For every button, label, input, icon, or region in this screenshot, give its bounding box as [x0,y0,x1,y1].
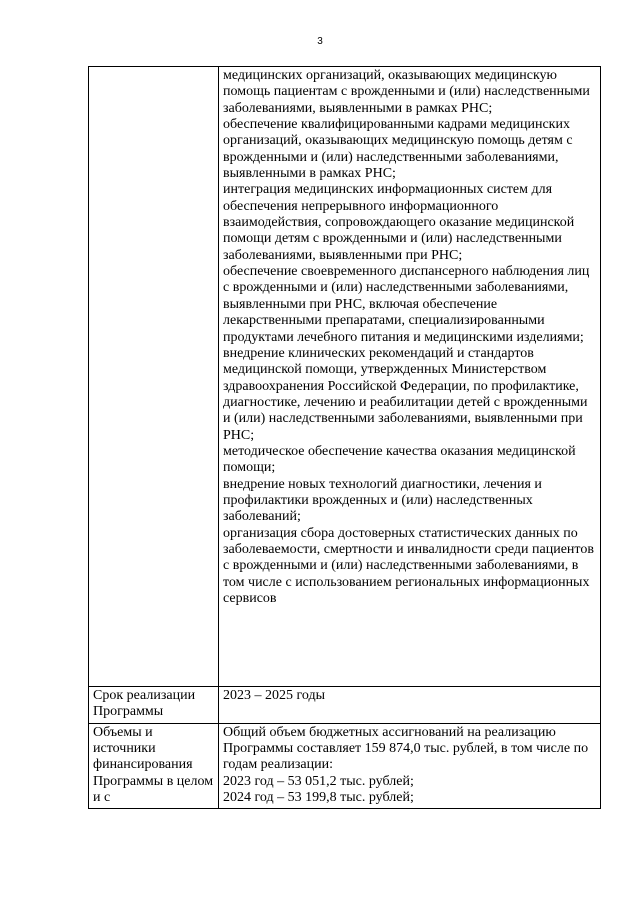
task-paragraph: обеспечение квалифицированными кадрами медицинских организаций, оказывающих медицинскую помощь детям с врожденными и (или) наследственными заболеваниями, выявленными в рамках РНС; [223,117,573,182]
period-value: 2023 – 2025 годы [223,688,326,703]
table-row-tasks-continued [89,67,601,687]
task-paragraph: обеспечение своевременного диспансерного наблюдения лиц с врожденными и (или) наследственными заболеваниями, выявленными при РНС, включая обеспечение лекарственными препаратами, специализированными продуктами лечебного питания и медицинскими изделиями; [223,264,590,345]
task-paragraph: интеграция медицинских информационных систем для обеспечения непрерывного информационного взаимодействия, сопровождающего оказание медицинской помощи детям с врожденными и (или) наследственными заболеваниями, выявленными при РНС; [223,182,575,263]
row-value-cell [219,723,601,809]
funding-year-line: 2023 год – 53 051,2 тыс. рублей; [223,773,414,789]
row-value-cell [219,67,601,687]
funding-paragraph: Общий объем бюджетных ассигнований на реализацию Программы составляет 159 874,0 тыс. рублей, в том числе по годам реализации: [223,724,589,773]
task-paragraph: организация сбора достоверных статистических данных по заболеваемости, смертности и инвалидности среди пациентов с врожденными и (или) наследственными заболеваниями, в том числе с использованием региональных информационных сервисов [223,525,594,606]
row-value-cell [219,687,601,724]
row-label-cell [89,67,219,687]
program-passport-table [88,66,601,809]
row-label-cell: Объемы и источники финансирования Программы в целом и с [89,723,219,809]
page-number: 3 [317,36,323,47]
table-row-funding [89,723,601,809]
task-paragraph: внедрение клинических рекомендаций и стандартов медицинской помощи, утвержденных Министерством здравоохранения Российской Федерации, по профилактике, диагностике, лечению и реабилитации детей с врожденными и (или) наследственными заболеваниями, выявленными при РНС; [223,345,588,443]
task-paragraph: внедрение новых технологий диагностики, лечения и профилактики врожденных и (или) наследственных заболеваний; [223,476,542,525]
table-row-implementation-period [89,687,601,724]
funding-year-line: 2024 год – 53 199,8 тыс. рублей; [223,790,414,806]
row-label-cell: Срок реализации Программы [89,687,219,724]
task-paragraph: методическое обеспечение качества оказания медицинской помощи; [223,443,576,476]
task-paragraph: медицинских организаций, оказывающих медицинскую помощь пациентам с врожденными и (или) наследственными заболеваниями, выявленными в рамках РНС; [223,68,590,116]
